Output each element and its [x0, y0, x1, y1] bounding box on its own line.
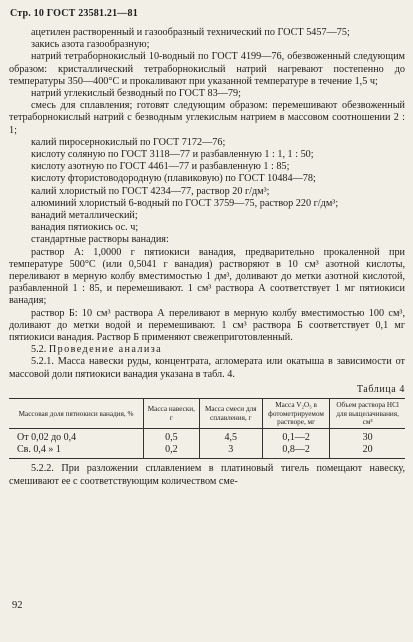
section-title: Проведение анализа [48, 344, 163, 356]
table-header-row [9, 399, 405, 429]
paragraph: кислоту соляную по ГОСТ 3118—77 и разбавленную 1 : 1, 1 : 50; [31, 149, 314, 161]
table-row [9, 444, 405, 459]
paragraph: натрий углекислый безводный по ГОСТ 83—79; [31, 88, 241, 100]
table-cell: Св. 0,4 » 1 [9, 444, 144, 459]
table-cell: 0,1—2 [262, 429, 329, 445]
table-row [9, 429, 405, 445]
paragraph: калий пиросернокислый по ГОСТ 7172—76; [31, 136, 226, 148]
table-header-cell: Масса V₂O₅ в фотометрируемом растворе, мг [262, 399, 329, 429]
paragraph: 5.2.2. При разложении сплавлением в платиновый тигель помещают навеску, смешивают ее с соответствующим количеством сме- [9, 463, 405, 487]
document-body [9, 27, 405, 488]
page-header: Стр. 10 ГОСТ 23581.21—81 [10, 8, 138, 19]
paragraph: раствор А: 1,0000 г пятиокиси ванадия, предварительно прокаленной при температуре 500°С (или 0,5041 г ванадия) растворяют в 10 см³ азотной кислоты, переливают в мерную колбу вместимостью 1 дм³, доливают до метки азотной кислотой, разбавленной 1 : 85, и перемешивают. 1 см³ раствора А соответствует 1 мг пятиокиси ванадия; [9, 246, 405, 307]
page-number: 92 [12, 600, 23, 611]
paragraph: ванадия пятиокись ос. ч; [31, 222, 139, 234]
table-cell: 20 [330, 444, 405, 459]
table-caption: Таблица 4 [356, 383, 405, 395]
data-table [9, 398, 405, 459]
paragraph: смесь для сплавления; готовят следующим образом: перемешивают обезвоженный тетраборнокислый натрий с безводным углекислым натрием в массовом соотношении 2 : 1; [9, 100, 405, 136]
table-header-cell: Масса смеси для сплавления, г [199, 399, 262, 429]
table-cell: 0,8—2 [262, 444, 329, 459]
table-header-cell: Массовая доля пятиокиси ванадия, % [9, 399, 144, 429]
paragraph: ванадий металлический; [31, 210, 138, 222]
section-heading [9, 344, 405, 356]
section-number: 5.2. [31, 344, 47, 356]
table-cell: 3 [199, 444, 262, 459]
table-cell: 0,5 [144, 429, 199, 445]
table-cell: 4,5 [199, 429, 262, 445]
paragraph: 5.2.1. Масса навески руды, концентрата, агломерата или окатыша в зависимости от массовой доли пятиокиси ванадия указана в табл. 4. [9, 356, 405, 380]
paragraph: раствор Б: 10 см³ раствора А переливают в мерную колбу вместимостью 100 см³, доливают до метки водой и перемешивают. 1 см³ раствора Б соответствует 0,1 мг пятиокиси ванадия. Раствор Б применяют свежеприготовленный. [9, 307, 405, 344]
table-cell: От 0,02 до 0,4 [17, 432, 77, 444]
paragraph: алюминий хлористый 6-водный по ГОСТ 3759—75, раствор 220 г/дм³; [31, 197, 339, 209]
paragraph: кислоту азотную по ГОСТ 4461—77 и разбавленную 1 : 85; [31, 161, 290, 173]
paragraph: закись азота газообразную; [31, 39, 150, 51]
table-cell: 30 [330, 429, 405, 445]
table-header-cell: Масса навески, г [144, 399, 199, 429]
table-header-cell: Объем раствора HCl для выщелачивания, см³ [330, 399, 405, 429]
paragraph: кислоту фтористоводородную (плавиковую) по ГОСТ 10484—78; [31, 173, 316, 185]
table-cell: 0,2 [144, 444, 199, 459]
paragraph: калий хлористый по ГОСТ 4234—77, раствор 20 г/дм³; [31, 185, 270, 197]
paragraph: стандартные растворы ванадия: [31, 234, 169, 246]
paragraph: натрий тетраборнокислый 10-водный по ГОСТ 4199—76, обезвоженный следующим образом: кристаллический тетраборнокислый натрий нагревают постепенно до температуры 350—400°С и прокаливают при указанной температуре в течение 1,5 ч; [9, 51, 405, 87]
paragraph: ацетилен растворенный и газообразный технический по ГОСТ 5457—75; [31, 27, 350, 38]
